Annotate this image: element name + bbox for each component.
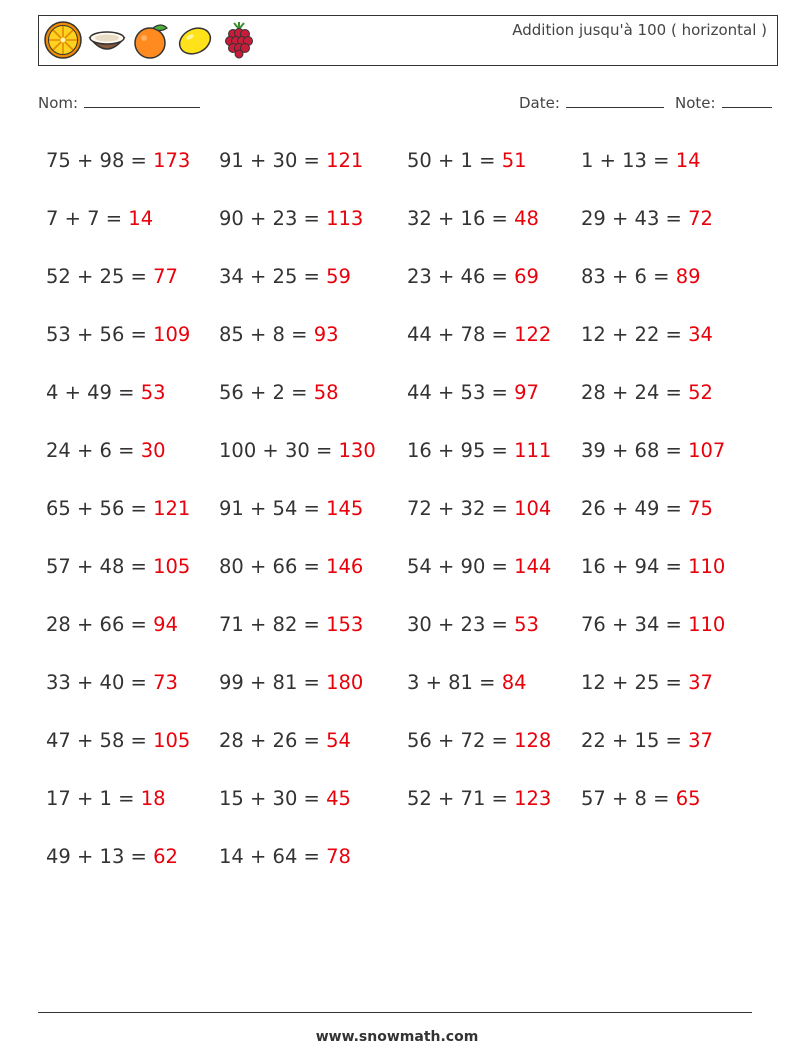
header-box xyxy=(38,15,778,66)
problem-item xyxy=(407,613,539,636)
problem-question: 12 + 22 = xyxy=(581,323,689,346)
problem-question: 91 + 30 = xyxy=(219,149,327,172)
problem-question: 54 + 90 = xyxy=(407,555,515,578)
problem-answer: 77 xyxy=(153,265,178,288)
problem-item xyxy=(219,381,339,404)
lemon-icon xyxy=(175,20,215,60)
problem-answer: 72 xyxy=(688,207,713,230)
problem-question: 90 + 23 = xyxy=(219,207,327,230)
problem-answer: 105 xyxy=(153,555,191,578)
problem-item xyxy=(219,149,363,172)
problem-question: 16 + 95 = xyxy=(407,439,515,462)
problem-item xyxy=(219,729,351,752)
problem-question: 91 + 54 = xyxy=(219,497,327,520)
problem-item xyxy=(219,323,339,346)
name-label: Nom: xyxy=(38,94,79,112)
problem-answer: 173 xyxy=(153,149,191,172)
problem-item xyxy=(581,613,725,636)
problem-question: 3 + 81 = xyxy=(407,671,502,694)
problem-answer: 121 xyxy=(326,149,364,172)
problem-question: 47 + 58 = xyxy=(46,729,154,752)
problem-item xyxy=(581,149,701,172)
problem-answer: 14 xyxy=(675,149,701,172)
problem-item xyxy=(46,555,190,578)
problem-answer: 153 xyxy=(326,613,364,636)
problem-question: 24 + 6 = xyxy=(46,439,141,462)
problem-item xyxy=(581,323,713,346)
problem-question: 75 + 98 = xyxy=(46,149,154,172)
problem-item xyxy=(407,729,551,752)
worksheet-title: Addition jusqu'à 100 ( horizontal ) xyxy=(512,21,767,39)
problem-item xyxy=(46,207,153,230)
problem-answer: 45 xyxy=(326,787,351,810)
problem-answer: 123 xyxy=(514,787,552,810)
problem-question: 7 + 7 = xyxy=(46,207,129,230)
problem-question: 85 + 8 = xyxy=(219,323,314,346)
problem-question: 30 + 23 = xyxy=(407,613,515,636)
problem-question: 44 + 78 = xyxy=(407,323,515,346)
problem-question: 16 + 94 = xyxy=(581,555,689,578)
problem-question: 50 + 1 = xyxy=(407,149,502,172)
problem-question: 32 + 16 = xyxy=(407,207,515,230)
note-field xyxy=(675,93,772,112)
problem-item xyxy=(581,381,713,404)
problem-answer: 58 xyxy=(313,381,339,404)
problem-item xyxy=(407,323,551,346)
problem-item xyxy=(219,845,351,868)
problem-answer: 180 xyxy=(326,671,364,694)
problem-item xyxy=(46,381,166,404)
problem-answer: 122 xyxy=(514,323,552,346)
problem-question: 23 + 46 = xyxy=(407,265,515,288)
problem-question: 29 + 43 = xyxy=(581,207,689,230)
problem-answer: 93 xyxy=(313,323,339,346)
problem-question: 28 + 26 = xyxy=(219,729,327,752)
orange-slice-icon xyxy=(43,20,83,60)
problem-answer: 110 xyxy=(688,555,726,578)
problem-answer: 128 xyxy=(514,729,552,752)
problem-answer: 30 xyxy=(140,439,166,462)
problem-answer: 84 xyxy=(501,671,527,694)
problem-question: 44 + 53 = xyxy=(407,381,515,404)
problem-answer: 104 xyxy=(514,497,552,520)
problem-item xyxy=(46,149,190,172)
date-label: Date: xyxy=(519,94,560,112)
problem-answer: 121 xyxy=(153,497,191,520)
problem-question: 71 + 82 = xyxy=(219,613,327,636)
problem-question: 33 + 40 = xyxy=(46,671,154,694)
name-field xyxy=(38,93,200,112)
problem-item xyxy=(219,265,351,288)
problem-question: 52 + 25 = xyxy=(46,265,154,288)
note-blank xyxy=(722,93,772,108)
orange-icon xyxy=(131,20,171,60)
problem-item xyxy=(407,555,551,578)
problem-item xyxy=(581,265,701,288)
problem-item xyxy=(46,729,190,752)
coconut-icon xyxy=(87,20,127,60)
date-field xyxy=(519,93,664,112)
problem-question: 15 + 30 = xyxy=(219,787,327,810)
problem-question: 56 + 2 = xyxy=(219,381,314,404)
problem-item xyxy=(219,555,363,578)
problem-answer: 54 xyxy=(326,729,351,752)
problem-answer: 48 xyxy=(514,207,539,230)
problem-answer: 37 xyxy=(688,729,713,752)
problem-question: 39 + 68 = xyxy=(581,439,689,462)
problem-question: 4 + 49 = xyxy=(46,381,141,404)
problem-item xyxy=(46,613,178,636)
problem-question: 57 + 8 = xyxy=(581,787,676,810)
problem-question: 28 + 66 = xyxy=(46,613,154,636)
problem-question: 22 + 15 = xyxy=(581,729,689,752)
problem-question: 80 + 66 = xyxy=(219,555,327,578)
problem-answer: 113 xyxy=(326,207,364,230)
problem-item xyxy=(219,613,363,636)
problem-question: 12 + 25 = xyxy=(581,671,689,694)
name-blank xyxy=(84,93,200,108)
fruit-icons xyxy=(43,20,259,60)
problem-answer: 89 xyxy=(675,265,701,288)
problem-question: 76 + 34 = xyxy=(581,613,689,636)
problem-question: 28 + 24 = xyxy=(581,381,689,404)
footer-url: www.snowmath.com xyxy=(315,1029,479,1045)
problem-answer: 59 xyxy=(326,265,351,288)
problem-item xyxy=(581,729,713,752)
problem-answer: 130 xyxy=(338,439,376,462)
problem-item xyxy=(46,787,166,810)
problem-question: 65 + 56 = xyxy=(46,497,154,520)
problem-item xyxy=(581,787,701,810)
problem-question: 83 + 6 = xyxy=(581,265,676,288)
problem-answer: 51 xyxy=(501,149,527,172)
problem-item xyxy=(219,207,363,230)
problem-question: 14 + 64 = xyxy=(219,845,327,868)
problem-answer: 14 xyxy=(128,207,154,230)
problem-item xyxy=(219,787,351,810)
problem-answer: 78 xyxy=(326,845,351,868)
problem-answer: 65 xyxy=(675,787,701,810)
problem-item xyxy=(407,439,551,462)
problem-item xyxy=(581,671,713,694)
problem-answer: 144 xyxy=(514,555,552,578)
problem-answer: 53 xyxy=(140,381,166,404)
problem-answer: 52 xyxy=(688,381,713,404)
problem-answer: 97 xyxy=(514,381,539,404)
problem-item xyxy=(46,265,178,288)
problem-answer: 34 xyxy=(688,323,713,346)
problem-item xyxy=(407,497,551,520)
problem-answer: 94 xyxy=(153,613,178,636)
problem-answer: 107 xyxy=(688,439,726,462)
problem-answer: 111 xyxy=(514,439,552,462)
problem-item xyxy=(219,497,363,520)
problem-answer: 75 xyxy=(688,497,713,520)
problem-item xyxy=(407,787,551,810)
problem-item xyxy=(407,265,539,288)
problem-question: 53 + 56 = xyxy=(46,323,154,346)
problem-item xyxy=(407,671,527,694)
problem-item xyxy=(219,671,363,694)
problem-answer: 146 xyxy=(326,555,364,578)
problem-question: 17 + 1 = xyxy=(46,787,141,810)
problem-answer: 73 xyxy=(153,671,178,694)
problem-answer: 18 xyxy=(140,787,166,810)
problem-question: 34 + 25 = xyxy=(219,265,327,288)
problem-item xyxy=(46,671,178,694)
problem-item xyxy=(581,207,713,230)
problem-item xyxy=(581,439,725,462)
problem-question: 56 + 72 = xyxy=(407,729,515,752)
problem-item xyxy=(407,381,539,404)
problem-item xyxy=(219,439,376,462)
problem-item xyxy=(581,555,725,578)
problem-answer: 109 xyxy=(153,323,191,346)
problem-question: 52 + 71 = xyxy=(407,787,515,810)
raspberry-icon xyxy=(219,20,259,60)
problem-question: 49 + 13 = xyxy=(46,845,154,868)
problem-answer: 105 xyxy=(153,729,191,752)
footer-divider xyxy=(38,1012,752,1013)
date-blank xyxy=(566,93,664,108)
problem-item xyxy=(46,439,166,462)
problem-item xyxy=(407,149,527,172)
problem-item xyxy=(46,497,190,520)
problem-question: 1 + 13 = xyxy=(581,149,676,172)
problem-item xyxy=(46,845,178,868)
problem-question: 72 + 32 = xyxy=(407,497,515,520)
problem-answer: 53 xyxy=(514,613,539,636)
problem-question: 99 + 81 = xyxy=(219,671,327,694)
problem-answer: 145 xyxy=(326,497,364,520)
problem-answer: 62 xyxy=(153,845,178,868)
note-label: Note: xyxy=(675,94,716,112)
problem-question: 26 + 49 = xyxy=(581,497,689,520)
problem-answer: 37 xyxy=(688,671,713,694)
problem-answer: 110 xyxy=(688,613,726,636)
problem-question: 100 + 30 = xyxy=(219,439,339,462)
problem-question: 57 + 48 = xyxy=(46,555,154,578)
problem-item xyxy=(46,323,190,346)
problem-item xyxy=(581,497,713,520)
problem-item xyxy=(407,207,539,230)
problem-answer: 69 xyxy=(514,265,539,288)
